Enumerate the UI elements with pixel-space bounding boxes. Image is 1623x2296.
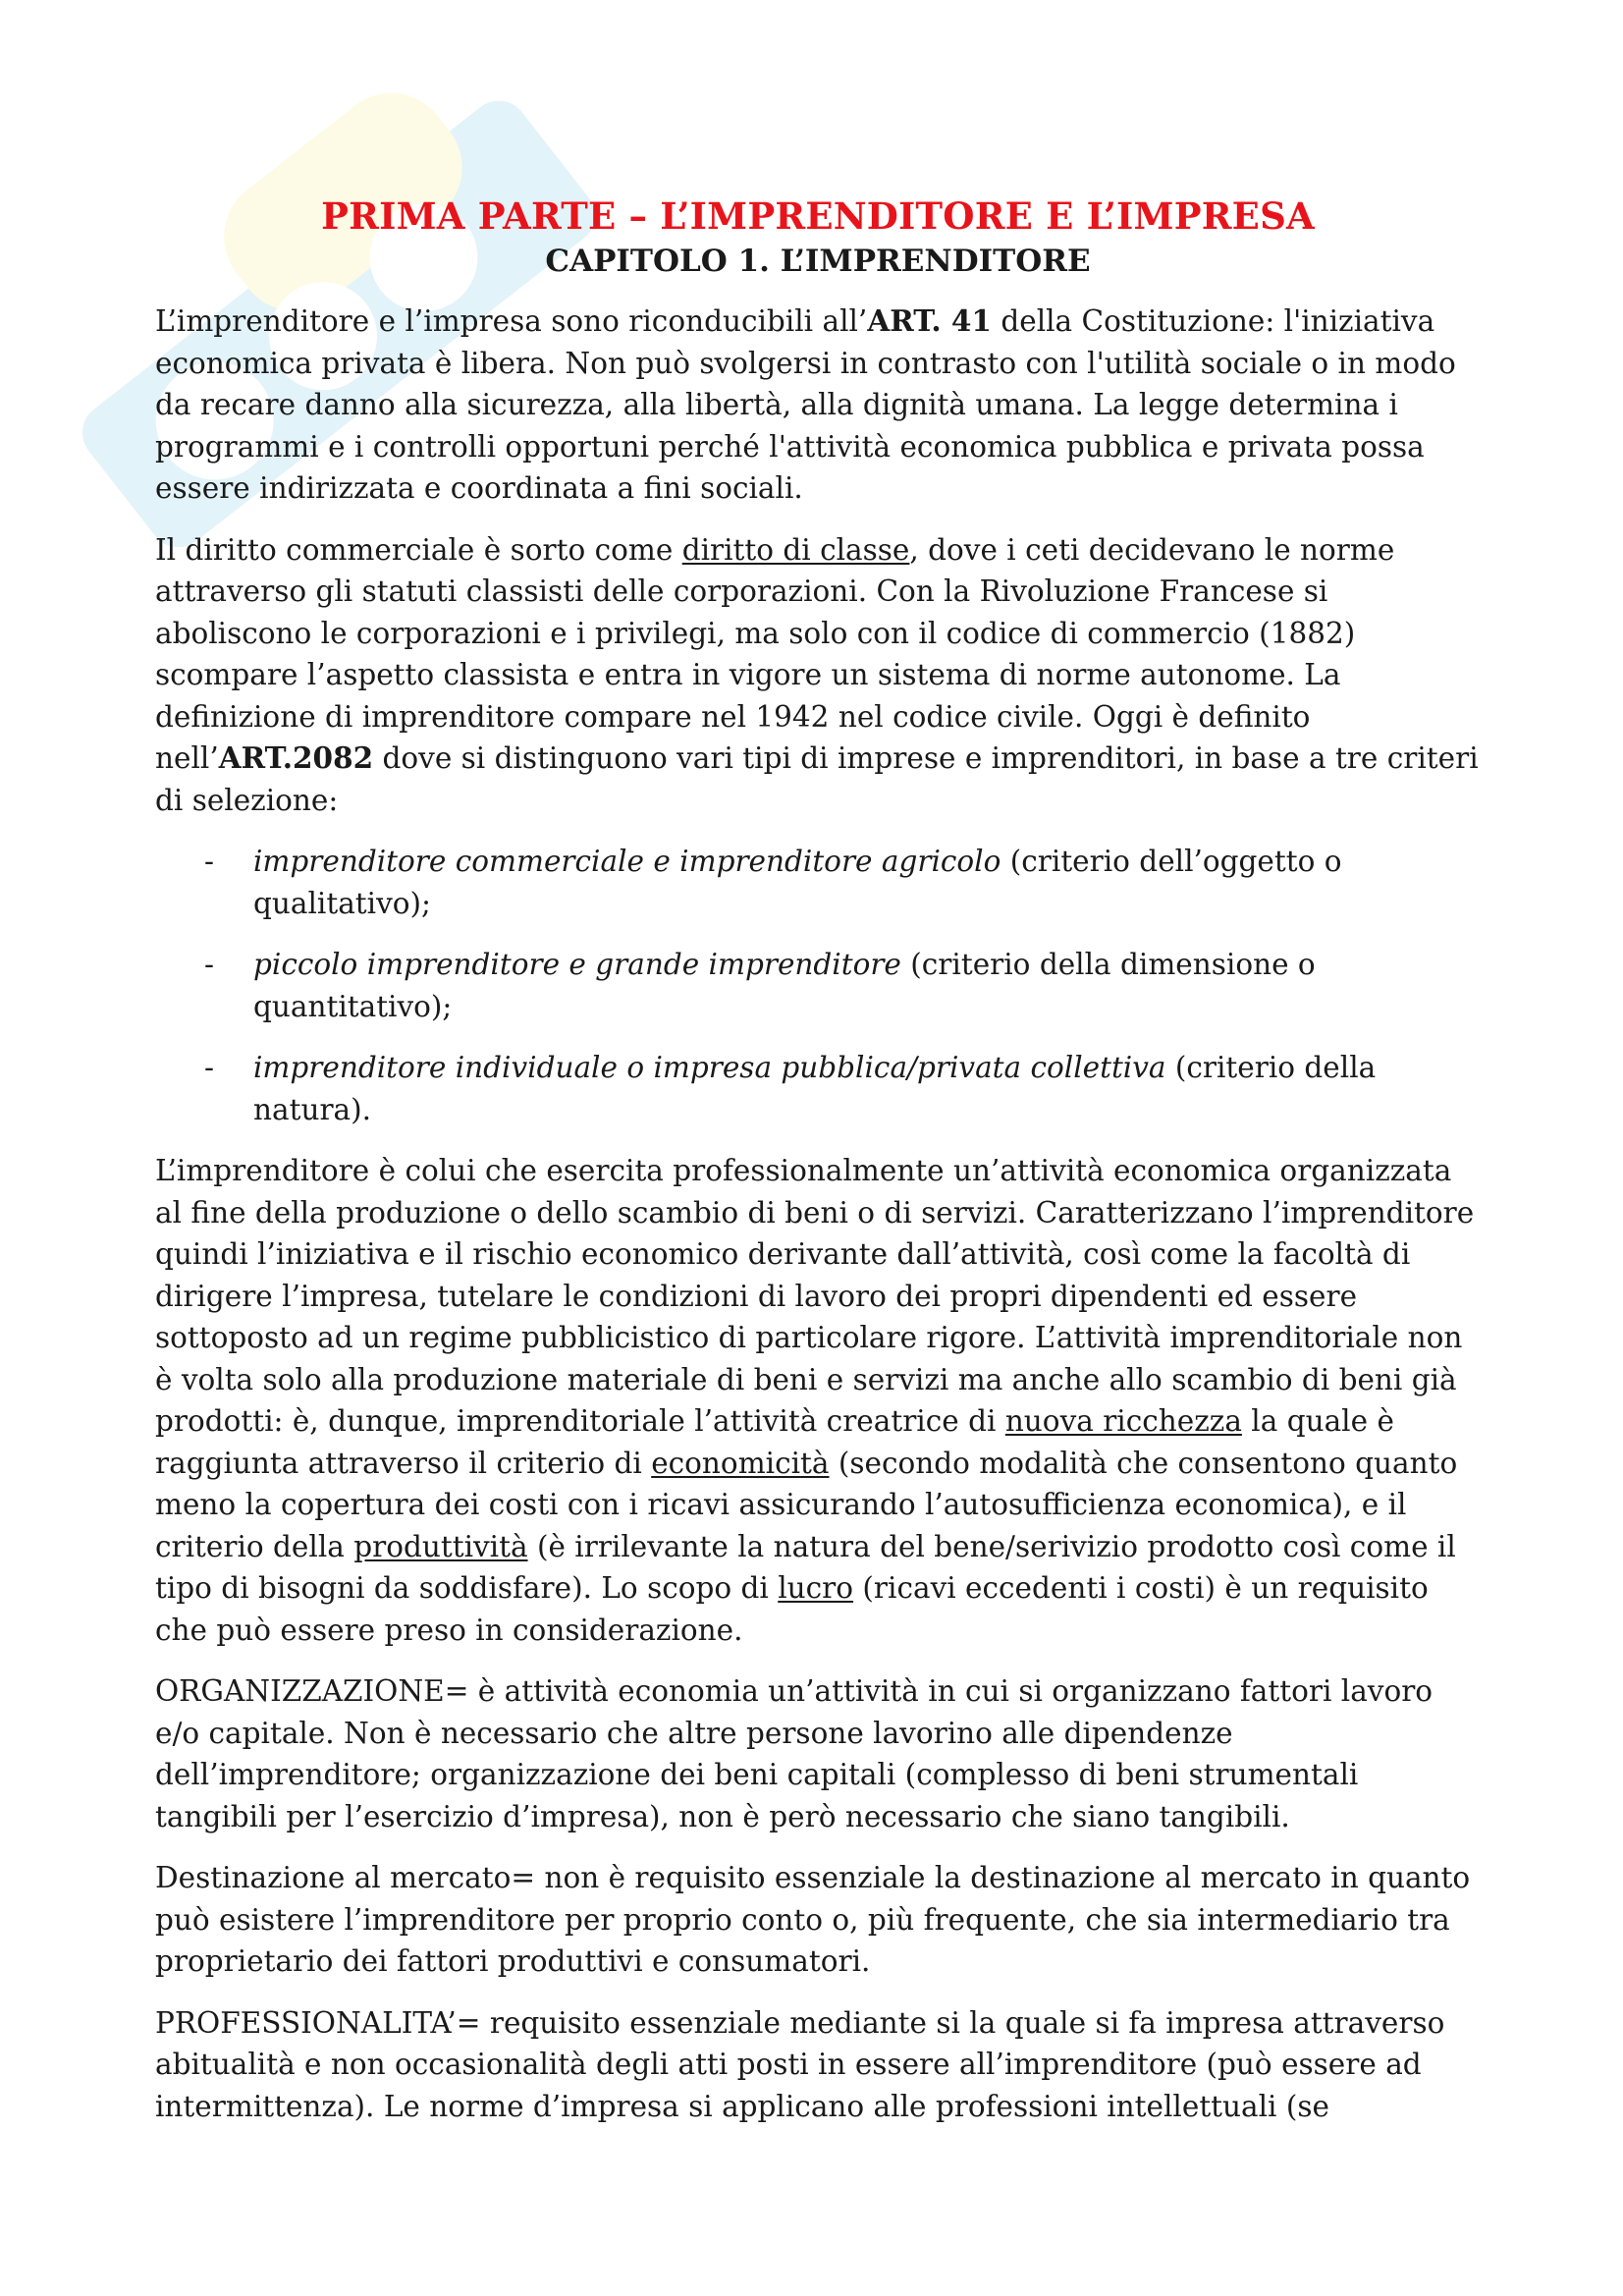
text-run: la quale è raggiunta attraverso il criterio di xyxy=(155,1404,1394,1480)
criterion-desc: (criterio della natura). xyxy=(253,1051,1377,1126)
paragraph-organizzazione: ORGANIZZAZIONE= è attività economia un’attività in cui si organizzano fattori lavoro e/o capitale. Non è necessario che altre persone lavorino alle dipendenze dell’imprenditore; organizzazione dei beni capitali (complesso di beni strumentali tangibili per l’esercizio d’impresa), non è però necessario che siano tangibili. xyxy=(155,1674,1434,1833)
page-title: PRIMA PARTE – L’IMPRENDITORE E L’IMPRESA xyxy=(321,194,1315,238)
text-run: dove si distinguono vari tipi di imprese e imprenditori, in base a tre criteri di selezione: xyxy=(155,741,1479,817)
text-run: (secondo modalità che consentono quanto meno la copertura dei costi con i ricavi assicurando l’autosufficienza economica), e il criterio della xyxy=(155,1446,1458,1563)
criterion-term: piccolo imprenditore e grande imprenditore xyxy=(253,948,901,981)
underlined-term: lucro xyxy=(778,1571,854,1605)
text-run: L’imprenditore è colui che esercita professionalmente un’attività economica organizzata al fine della produzione o dello scambio di beni o di servizi. Caratterizzano l’imprenditore quindi l’iniziativa e il rischio economico derivante dall’attività, così come la facoltà di dirigere l’impresa, tutelare le condizioni di lavoro dei propri dipendenti ed essere sottoposto ad un regime pubblicistico di particolare rigore. L’attività imprenditoriale non è volta solo alla produzione materiale di beni e servizi ma anche allo scambio di beni già prodotti: è, dunque, imprenditoriale l’attività creatrice di xyxy=(155,1154,1475,1438)
paragraph-mercato: Destinazione al mercato= non è requisito essenziale la destinazione al mercato in quanto può esistere l’imprenditore per proprio conto o, più frequente, che sia intermediario tra proprietario dei fattori produttivi e consumatori. xyxy=(155,1861,1471,1978)
list-item xyxy=(155,841,1481,924)
underlined-term: economicità xyxy=(651,1446,830,1480)
underlined-term: produttività xyxy=(353,1529,528,1563)
list-item xyxy=(155,944,1481,1027)
criterion-term: imprenditore individuale o impresa pubblica/privata collettiva xyxy=(253,1051,1166,1084)
text-run: L’imprenditore e l’impresa sono riconducibili all’ xyxy=(155,304,868,338)
criteria-list xyxy=(155,841,1481,1130)
list-item xyxy=(155,1047,1481,1130)
criterion-term: imprenditore commerciale e imprenditore agricolo xyxy=(253,845,1001,878)
list-dash: - xyxy=(204,948,214,981)
text-run: (è irrilevante la natura del bene/serivizio prodotto così come il tipo di bisogni da soddisfare). Lo scopo di xyxy=(155,1529,1456,1605)
article-ref: ART. 41 xyxy=(867,303,992,338)
text-run: Il diritto commerciale è sorto come xyxy=(155,532,682,567)
underlined-term: nuova ricchezza xyxy=(1004,1404,1242,1438)
article-ref: ART.2082 xyxy=(218,740,374,775)
chapter-title: CAPITOLO 1. L’IMPRENDITORE xyxy=(545,244,1091,279)
paragraph-history xyxy=(155,529,1481,822)
paragraph-definition xyxy=(155,1150,1481,1651)
text-run: della Costituzione: l'iniziativa economica privata è libera. Non può svolgersi in contrasto con l'utilità sociale o in modo da recare danno alla sicurezza, alla libertà, alla dignità umana. La legge determina i programmi e i controlli opportuni perché l'attività economica pubblica e privata possa essere indirizzata e coordinata a fini sociali. xyxy=(155,304,1456,505)
criterion-desc: (criterio dell’oggetto o qualitativo); xyxy=(253,845,1342,920)
list-dash: - xyxy=(204,1051,214,1084)
text-run: , dove i ceti decidevano le norme attraverso gli statuti classisti delle corporazioni. Con la Rivoluzione Francese si aboliscono le corporazioni e i privilegi, ma solo con il codice di commercio (1882) scompare l’aspetto classista e entra in vigore un sistema di norme autonome. La definizione di imprenditore compare nel 1942 nel codice civile. Oggi è definito nell’ xyxy=(155,532,1395,775)
paragraph-constitution xyxy=(155,301,1481,510)
criterion-desc: (criterio della dimensione o quantitativo); xyxy=(253,948,1316,1023)
paragraph-professionalita: PROFESSIONALITA’= requisito essenziale mediante si la quale si fa impresa attraverso abitualità e non occasionalità degli atti posti in essere all’imprenditore (può essere ad intermittenza). Le norme d’impresa si applicano alle professioni intellettuali (se xyxy=(155,2005,1445,2123)
document-page xyxy=(155,192,1481,2147)
list-dash: - xyxy=(204,845,214,878)
text-run: (ricavi eccedenti i costi) è un requisito che può essere preso in considerazione. xyxy=(155,1571,1429,1647)
underlined-term: diritto di classe xyxy=(681,532,910,567)
